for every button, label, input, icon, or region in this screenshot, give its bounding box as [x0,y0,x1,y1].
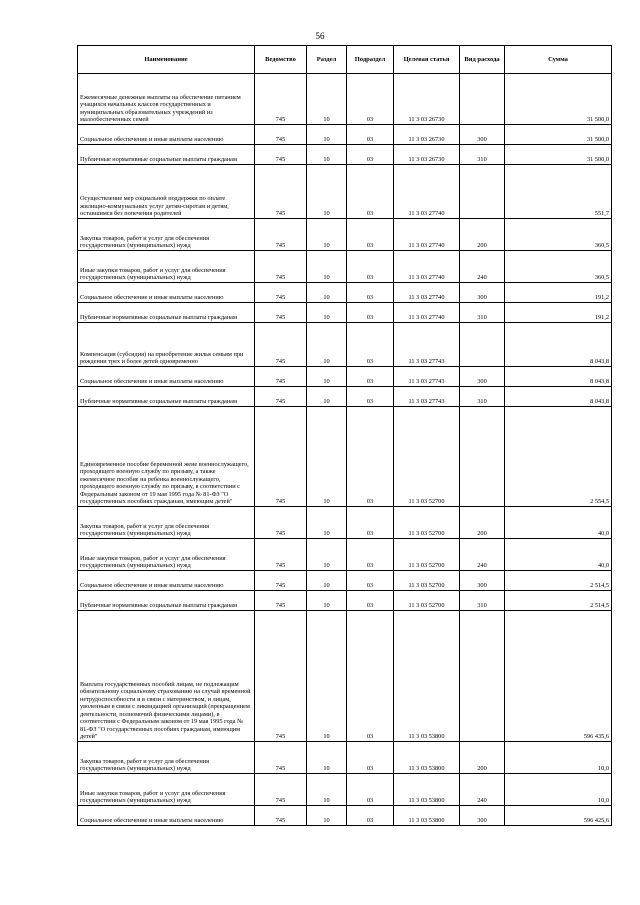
cell-razdel: 10 [307,806,347,826]
cell-name: Публичные нормативные социальные выплаты гражданам [78,591,255,611]
cell-razdel: 10 [307,387,347,407]
cell-podrazdel: 03 [347,251,394,283]
cell-summa: 2 554,5 [505,407,612,507]
cell-name: Иные закупки товаров, работ и услуг для обеспечения государственных (муниципальных) нужд [78,539,255,571]
header-podrazdel: Подраздел [347,46,394,74]
cell-podrazdel: 03 [347,774,394,806]
cell-cel: 11 3 03 27743 [394,367,460,387]
cell-razdel: 10 [307,507,347,539]
cell-cel: 11 3 03 27740 [394,165,460,219]
header-ved: Ведомство [255,46,307,74]
cell-vid: 300 [460,125,505,145]
cell-ved: 745 [255,303,307,323]
cell-name: Иные закупки товаров, работ и услуг для обеспечения государственных (муниципальных) нужд [78,251,255,283]
table-row [78,125,612,145]
cell-name: Ежемесячные денежные выплаты на обеспечение питанием учащихся начальных классов государственных и муниципальных образовательных учреждений из малообеспеченных семей [78,74,255,125]
cell-summa: 8 043,8 [505,367,612,387]
cell-name: Публичные нормативные социальные выплаты гражданам [78,145,255,165]
table-header-row [78,46,612,74]
cell-vid: 310 [460,387,505,407]
cell-razdel: 10 [307,251,347,283]
cell-name: Социальное обеспечение и иные выплаты населению [78,367,255,387]
cell-summa: 2 514,5 [505,591,612,611]
cell-cel: 11 3 03 53800 [394,774,460,806]
cell-podrazdel: 03 [347,407,394,507]
cell-name: Осуществление мер социальной поддержки по оплате жилищно-коммунальных услуг детям-сиротам и детям, оставшимся без попечения родителей [78,165,255,219]
cell-cel: 11 3 03 27740 [394,251,460,283]
cell-ved: 745 [255,806,307,826]
cell-razdel: 10 [307,611,347,742]
cell-razdel: 10 [307,571,347,591]
cell-ved: 745 [255,125,307,145]
cell-razdel: 10 [307,407,347,507]
cell-vid [460,611,505,742]
header-vid: Вид расхода [460,46,505,74]
cell-name: Социальное обеспечение и иные выплаты населению [78,125,255,145]
cell-razdel: 10 [307,303,347,323]
cell-podrazdel: 03 [347,145,394,165]
cell-cel: 11 3 03 27740 [394,219,460,251]
cell-cel: 11 3 03 52700 [394,539,460,571]
cell-cel: 11 3 03 53800 [394,806,460,826]
cell-podrazdel: 03 [347,125,394,145]
cell-vid: 300 [460,367,505,387]
cell-ved: 745 [255,507,307,539]
cell-vid: 200 [460,219,505,251]
table-row [78,165,612,219]
cell-summa: 360,5 [505,219,612,251]
cell-cel: 11 3 03 53800 [394,742,460,774]
cell-vid: 240 [460,774,505,806]
cell-summa: 596 425,6 [505,806,612,826]
cell-podrazdel: 03 [347,591,394,611]
cell-vid: 240 [460,251,505,283]
table-row [78,742,612,774]
cell-cel: 11 3 03 52700 [394,507,460,539]
cell-ved: 745 [255,165,307,219]
cell-ved: 745 [255,323,307,367]
cell-summa: 551,7 [505,165,612,219]
cell-ved: 745 [255,219,307,251]
cell-vid [460,407,505,507]
cell-vid [460,323,505,367]
cell-name: Социальное обеспечение и иные выплаты населению [78,283,255,303]
cell-vid: 200 [460,507,505,539]
cell-ved: 745 [255,145,307,165]
cell-name: Социальное обеспечение и иные выплаты населению [78,806,255,826]
cell-ved: 745 [255,283,307,303]
cell-ved: 745 [255,742,307,774]
cell-ved: 745 [255,407,307,507]
cell-vid: 310 [460,145,505,165]
cell-ved: 745 [255,387,307,407]
cell-vid [460,74,505,125]
cell-podrazdel: 03 [347,303,394,323]
cell-summa: 40,0 [505,539,612,571]
cell-cel: 11 3 03 53800 [394,611,460,742]
table-row [78,219,612,251]
cell-summa: 31 500,0 [505,74,612,125]
cell-podrazdel: 03 [347,507,394,539]
cell-razdel: 10 [307,774,347,806]
header-razdel: Раздел [307,46,347,74]
cell-ved: 745 [255,74,307,125]
table-row [78,407,612,507]
table-row [78,303,612,323]
cell-vid: 240 [460,539,505,571]
cell-podrazdel: 03 [347,742,394,774]
cell-cel: 11 3 03 27743 [394,387,460,407]
cell-vid: 300 [460,283,505,303]
table-body [78,74,612,826]
cell-summa: 31 500,0 [505,125,612,145]
cell-ved: 745 [255,591,307,611]
cell-razdel: 10 [307,219,347,251]
cell-name: Публичные нормативные социальные выплаты гражданам [78,387,255,407]
cell-summa: 596 435,6 [505,611,612,742]
cell-ved: 745 [255,611,307,742]
cell-ved: 745 [255,571,307,591]
cell-summa: 191,2 [505,303,612,323]
cell-ved: 745 [255,367,307,387]
cell-razdel: 10 [307,165,347,219]
cell-name: Единовременное пособие беременной жене военнослужащего, проходящего военную службу по призыву, а также ежемесячное пособие на ребенка военнослужащего, проходящего военную службу по призыву, в соответствии с Федеральным законом от 19 мая 1995 года № 81-ФЗ "О государственных пособиях гражданам, имеющим детей" [78,407,255,507]
cell-summa: 8 043,8 [505,323,612,367]
table-row [78,367,612,387]
cell-name: Публичные нормативные социальные выплаты гражданам [78,303,255,323]
cell-vid: 310 [460,591,505,611]
cell-name: Выплата государственных пособий лицам, не подлежащим обязательному социальному страхованию на случай временной нетрудоспособности и в связи с материнством, и лицам, уволенным в связи с ликвидацией организаций (прекращением деятельности, полномочий физическими лицами), в соответствии с Федеральным законом от 19 мая 1995 года № 81-ФЗ "О государственных пособиях гражданам, имеющим детей" [78,611,255,742]
cell-podrazdel: 03 [347,571,394,591]
cell-name: Закупка товаров, работ и услуг для обеспечения государственных (муниципальных) нужд [78,742,255,774]
cell-razdel: 10 [307,74,347,125]
table-row [78,145,612,165]
table-row [78,507,612,539]
table-row [78,591,612,611]
cell-summa: 10,0 [505,774,612,806]
cell-ved: 745 [255,539,307,571]
table-row [78,323,612,367]
table-row [78,774,612,806]
cell-podrazdel: 03 [347,219,394,251]
cell-razdel: 10 [307,283,347,303]
table-row [78,283,612,303]
cell-vid: 200 [460,742,505,774]
header-name: Наименование [78,46,255,74]
table-row [78,74,612,125]
cell-podrazdel: 03 [347,539,394,571]
cell-podrazdel: 03 [347,323,394,367]
cell-podrazdel: 03 [347,387,394,407]
cell-cel: 11 3 03 26730 [394,125,460,145]
cell-podrazdel: 03 [347,611,394,742]
cell-summa: 10,0 [505,742,612,774]
cell-name: Социальное обеспечение и иные выплаты населению [78,571,255,591]
cell-cel: 11 3 03 26730 [394,145,460,165]
cell-vid: 310 [460,303,505,323]
header-cel: Целевая статья [394,46,460,74]
cell-razdel: 10 [307,591,347,611]
cell-name: Закупка товаров, работ и услуг для обеспечения государственных (муниципальных) нужд [78,219,255,251]
cell-summa: 2 514,5 [505,571,612,591]
cell-podrazdel: 03 [347,806,394,826]
cell-vid [460,165,505,219]
cell-podrazdel: 03 [347,367,394,387]
cell-cel: 11 3 03 52700 [394,591,460,611]
cell-cel: 11 3 03 52700 [394,571,460,591]
cell-ved: 745 [255,251,307,283]
cell-cel: 11 3 03 27740 [394,283,460,303]
cell-summa: 8 043,8 [505,387,612,407]
cell-razdel: 10 [307,125,347,145]
table-row [78,806,612,826]
table-row [78,251,612,283]
table-row [78,387,612,407]
cell-summa: 191,2 [505,283,612,303]
page-number: 56 [315,31,325,41]
cell-name: Закупка товаров, работ и услуг для обеспечения государственных (муниципальных) нужд [78,507,255,539]
cell-name: Иные закупки товаров, работ и услуг для обеспечения государственных (муниципальных) нужд [78,774,255,806]
budget-table [77,45,612,826]
cell-summa: 360,5 [505,251,612,283]
cell-razdel: 10 [307,145,347,165]
cell-podrazdel: 03 [347,165,394,219]
cell-podrazdel: 03 [347,283,394,303]
cell-cel: 11 3 03 27740 [394,303,460,323]
cell-summa: 40,0 [505,507,612,539]
cell-summa: 31 500,0 [505,145,612,165]
cell-vid: 300 [460,806,505,826]
table-row [78,571,612,591]
cell-razdel: 10 [307,323,347,367]
cell-podrazdel: 03 [347,74,394,125]
cell-cel: 11 3 03 26730 [394,74,460,125]
table-row [78,611,612,742]
cell-razdel: 10 [307,742,347,774]
cell-ved: 745 [255,774,307,806]
cell-name: Компенсация (субсидия) на приобретение жилья семьям при рождении трех и более детей одновременно [78,323,255,367]
cell-cel: 11 3 03 52700 [394,407,460,507]
header-summa: Сумма [505,46,612,74]
table-row [78,539,612,571]
cell-vid: 300 [460,571,505,591]
cell-razdel: 10 [307,367,347,387]
cell-razdel: 10 [307,539,347,571]
cell-cel: 11 3 03 27743 [394,323,460,367]
